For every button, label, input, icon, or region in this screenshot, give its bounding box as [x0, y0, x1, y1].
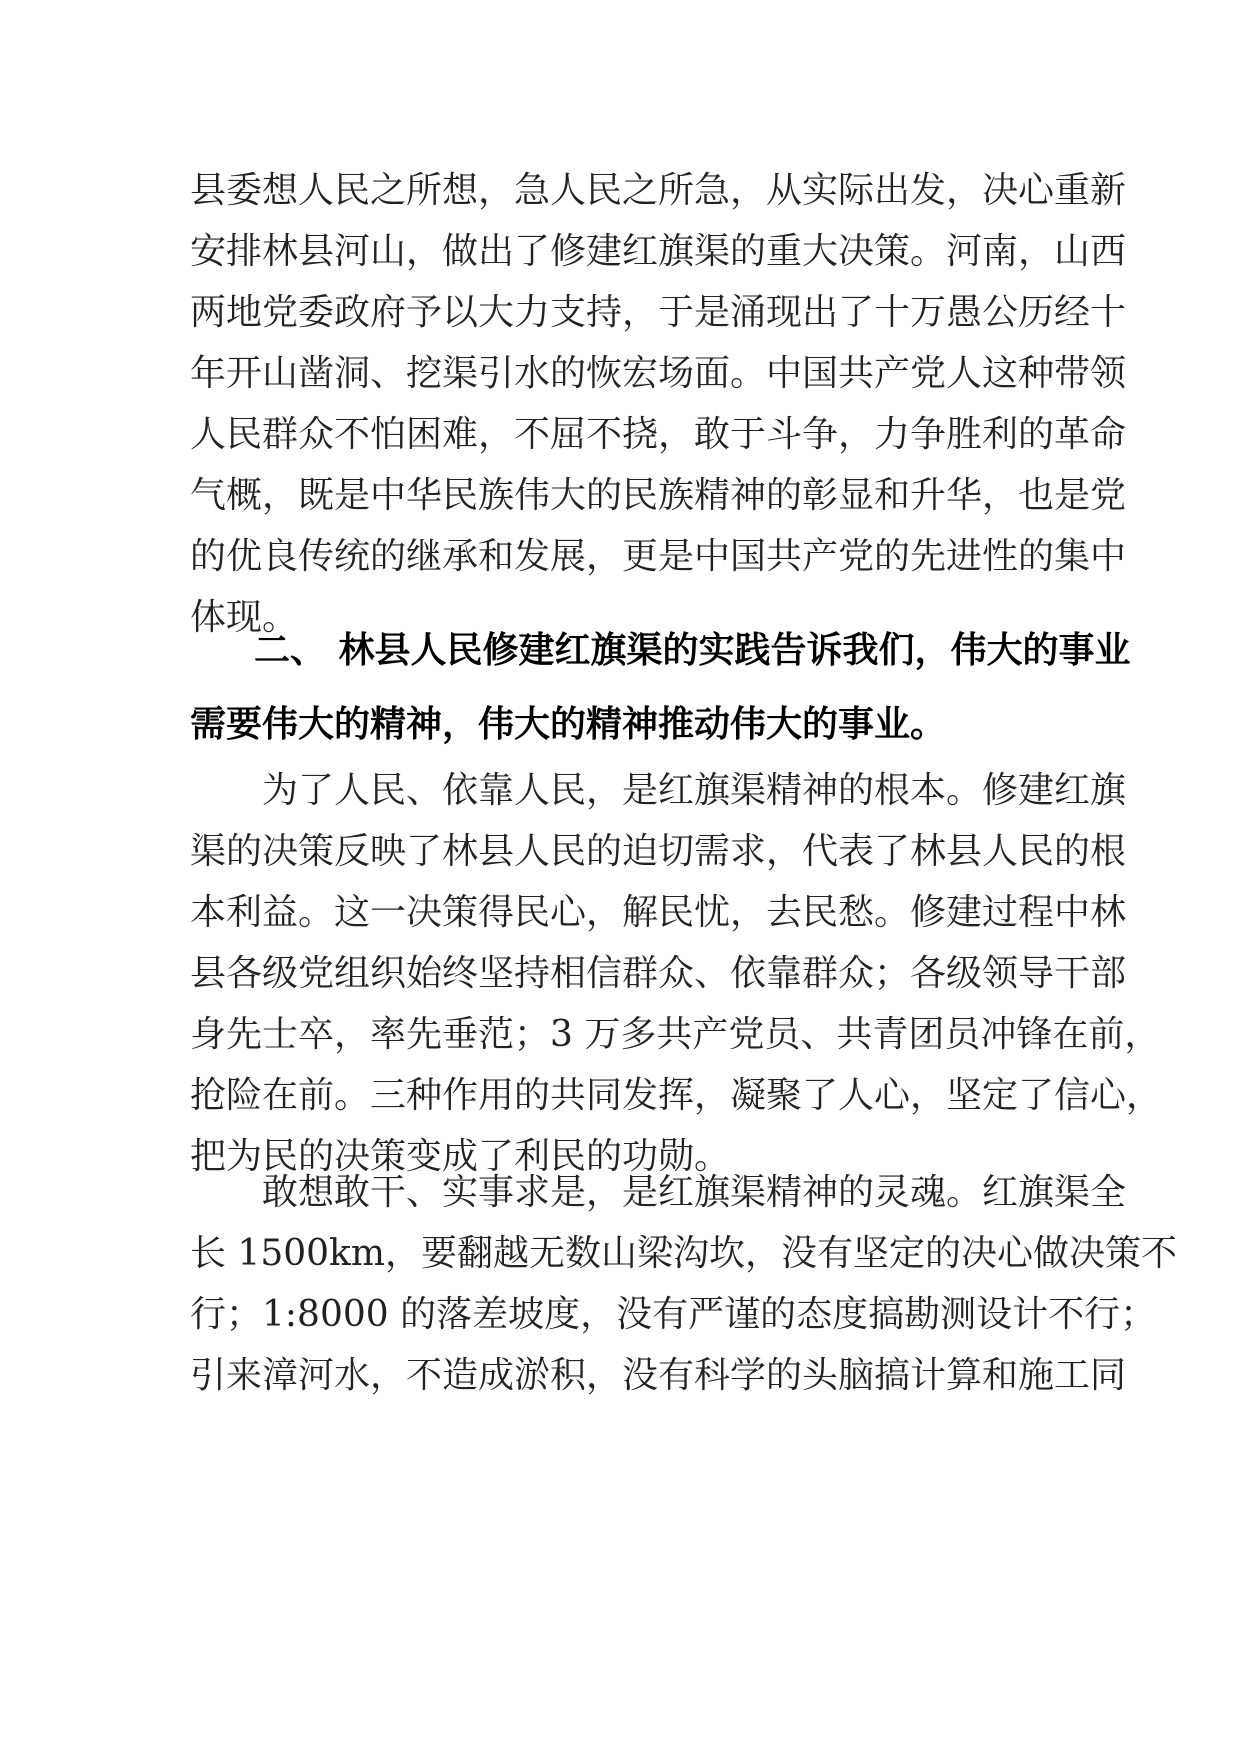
- text-line: 敢想敢干、实事求是，是红旗渠精神的灵魂。红旗渠全: [262, 1172, 1127, 1213]
- text-line: 县各级党组织始终坚持相信群众、依靠群众；各级领导干部: [190, 953, 1127, 994]
- section-heading: [190, 614, 1131, 762]
- text-line: 引来漳河水，不造成淤积，没有科学的头脑搞计算和施工同: [190, 1355, 1127, 1396]
- text-line: 渠的决策反映了林县人民的迫切需求，代表了林县人民的根: [190, 831, 1127, 872]
- text-line: 行；1:8000 的落差坡度，没有严谨的态度搞勘测设计不行；: [190, 1294, 1157, 1335]
- text-line: 人民群众不怕困难，不屈不挠，敢于斗争，力争胜利的革命: [190, 414, 1127, 455]
- text-line: 县委想人民之所想，急人民之所急，从实际出发，决心重新: [190, 170, 1127, 211]
- text-line: 为了人民、依靠人民，是红旗渠精神的根本。修建红旗: [262, 770, 1127, 811]
- text-line: 身先士卒，率先垂范；3 万多共产党员、共青团员冲锋在前，: [190, 1014, 1161, 1055]
- paragraph-courage: [190, 1162, 1178, 1406]
- text-line: 的优良传统的继承和发展，更是中国共产党的先进性的集中: [190, 536, 1127, 577]
- text-line: 年开山凿洞、挖渠引水的恢宏场面。中国共产党人这种带领: [190, 353, 1127, 394]
- text-line: 体现。: [190, 597, 299, 638]
- paragraph-people: [190, 760, 1163, 1187]
- text-line: 安排林县河山，做出了修建红旗渠的重大决策。河南，山西: [190, 231, 1127, 272]
- paragraph-continuation: [190, 160, 1127, 648]
- text-line: 长 1500km，要翻越无数山梁沟坎，没有坚定的决心做决策不: [190, 1233, 1178, 1274]
- text-line: 抢险在前。三种作用的共同发挥，凝聚了人心，坚定了信心，: [190, 1075, 1163, 1116]
- text-line: 两地党委政府予以大力支持，于是涌现出了十万愚公历经十: [190, 292, 1127, 333]
- heading-line: 二、 林县人民修建红旗渠的实践告诉我们，伟大的事业: [254, 630, 1131, 671]
- text-line: 气概，既是中华民族伟大的民族精神的彰显和升华，也是党: [190, 475, 1127, 516]
- text-line: 本利益。这一决策得民心，解民忧，去民愁。修建过程中林: [190, 892, 1127, 933]
- heading-line: 需要伟大的精神，伟大的精神推动伟大的事业。: [190, 704, 947, 745]
- text-line: 把为民的决策变成了利民的功勋。: [190, 1136, 731, 1177]
